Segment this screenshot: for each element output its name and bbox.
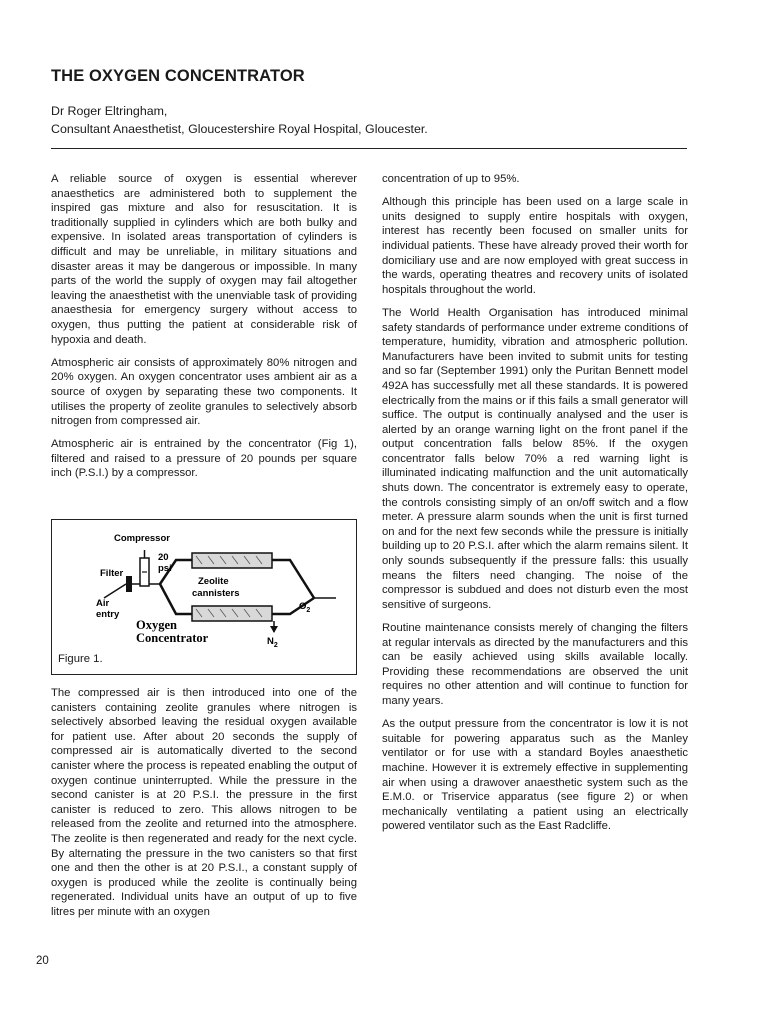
left-column [51, 172, 357, 490]
label-compressor: Compressor [114, 533, 170, 544]
page-number: 20 [36, 955, 49, 967]
paragraph: Although this principle has been used on a large scale in units designed to supply entire hospitals with oxygen, interest has recently been focused on smaller units for individual patients. These have already proved their worth for domiciliary use and are now employed with great success in the wards, operating theatres and recovery units of isolated hospitals throughout the world. [382, 196, 688, 296]
paragraph: concentration of up to 95%. [382, 173, 520, 185]
label-psi-value: 20 [158, 552, 169, 563]
author-name: Dr Roger Eltringham, [51, 104, 168, 118]
paragraph: The compressed air is then introduced into one of the canisters containing zeolite granules where nitrogen is selectively absorbed leaving the residual oxygen available for patient use. After about 20 seconds the supply of compressed air is automatically diverted to the second canister where the process is repeated enabling the output of oxygen continue uninterrupted. While the pressure in the second canister is at 20 P.S.I. the pressure in the first canister is reduced to zero. This allows nitrogen to be released from the zeolite and returned into the atmosphere. The zeolite is then regenerated and ready for the next cycle. By alternating the pressure in the two canisters so that first one and then the other is at 20 P.S.I., a constant supply of oxygen is produced while the zeolite is continually being regenerated. Individual units have an output of up to five litres per minute with an oxygen [51, 687, 357, 918]
right-column [382, 172, 688, 843]
pipe-lower [160, 584, 192, 614]
label-n2: $N_2$ [267, 636, 278, 649]
author-block [51, 102, 428, 138]
diagram-title-line2: Concentrator [136, 631, 209, 645]
label-o2: $O_2$ [299, 601, 311, 614]
figure-1 [51, 519, 357, 675]
label-cannisters: cannisters [192, 588, 240, 599]
filter-block [126, 576, 132, 592]
author-affiliation: Consultant Anaesthetist, Gloucestershire Royal Hospital, Gloucester. [51, 122, 428, 136]
outlet-pipe-upper [272, 560, 314, 598]
header-divider [51, 148, 687, 149]
label-zeolite: Zeolite [198, 576, 229, 587]
label-psi-unit: psi [158, 563, 172, 574]
article-title: THE OXYGEN CONCENTRATOR [51, 67, 305, 85]
label-air: Air [96, 598, 110, 609]
paragraph: Atmospheric air is entrained by the concentrator (Fig 1), filtered and raised to a pressure of 20 pounds per square inch (P.S.I.) by a compressor. [51, 438, 357, 480]
air-entry-pipe [104, 584, 126, 598]
figure-caption: Figure 1. [58, 653, 103, 665]
n2-arrow [270, 626, 278, 633]
diagram-title-line1: Oxygen [136, 618, 177, 632]
paragraph: A reliable source of oxygen is essential wherever anaesthetics are administered both to supplement the inspired gas mixture and also for resuscitation. It is traditionally supplied in cylinders which are both bulky and expensive. In isolated areas transportation of cylinders is difficult and may be unreliable, in military situations and disaster areas it may be dangerous or impossible. In many parts of the world the supply of oxygen may fail altogether leaving the anaesthetist with the unenviable task of providing anaesthesia for emergency surgery without access to oxygen, thus putting the patient at considerable risk of hypoxia and death. [51, 173, 357, 346]
paragraph: The World Health Organisation has introduced minimal safety standards of performance under extreme conditions of temperature, humidity, vibration and atmospheric pollution. Manufacturers have been invited to submit units for testing and so far (September 1991) only the Puritan Bennett model 492A has successfully met all these standards. It is powered electrically from the mains or if this fails a small generator will suffice. The output is continually analysed and the user is alerted by an orange warning light on the front panel if the output concentration falls below 85%. If the oxygen concentrator falls below 70% a red warning light is illuminated indicating malfunction and the unit automatically shuts down. The concentrator is extremely easy to operate, the controls consisting simply of an on/off switch and a flow meter. A pressure alarm sounds when the unit is first turned on and for the next few seconds while the pressure is initially building up to 20 P.S.I. after which the alarm remains silent. It only sounds subsequently if the pressure falls: this usually means the filters need changing. The noise of the compressor is subdued and does not disturb even the most sensitive of surgeons. [382, 306, 688, 611]
label-filter: Filter [100, 568, 124, 579]
zeolite-canister-lower [192, 606, 272, 621]
paragraph: As the output pressure from the concentrator is low it is not suitable for powering apparatus such as the Manley ventilator or for use with a standard Boyles anaesthetic machine. However it is extremely effective in supplementing air when using a drawover anaesthetic system such as the E.M.0. or Triservice apparatus (see figure 2) or when mechanically ventilating a patient using an electrically powered ventilator such as the East Radcliffe. [382, 718, 688, 833]
left-column-continued [51, 686, 357, 928]
zeolite-canister-upper [192, 553, 272, 568]
paragraph: Routine maintenance consists merely of changing the filters at regular intervals as directed by the manufacturers and this can be easily achieved using skills available locally. Providing these recommendations are observed the unit requires no other attention and will continue to function for many years. [382, 622, 688, 707]
label-entry: entry [96, 609, 120, 620]
paragraph: Atmospheric air consists of approximately 80% nitrogen and 20% oxygen. An oxygen concentrator uses ambient air as a source of oxygen by separating these two components. It utilises the property of zeolite granules to selectively absorb nitrogen from compressed air. [51, 356, 357, 428]
